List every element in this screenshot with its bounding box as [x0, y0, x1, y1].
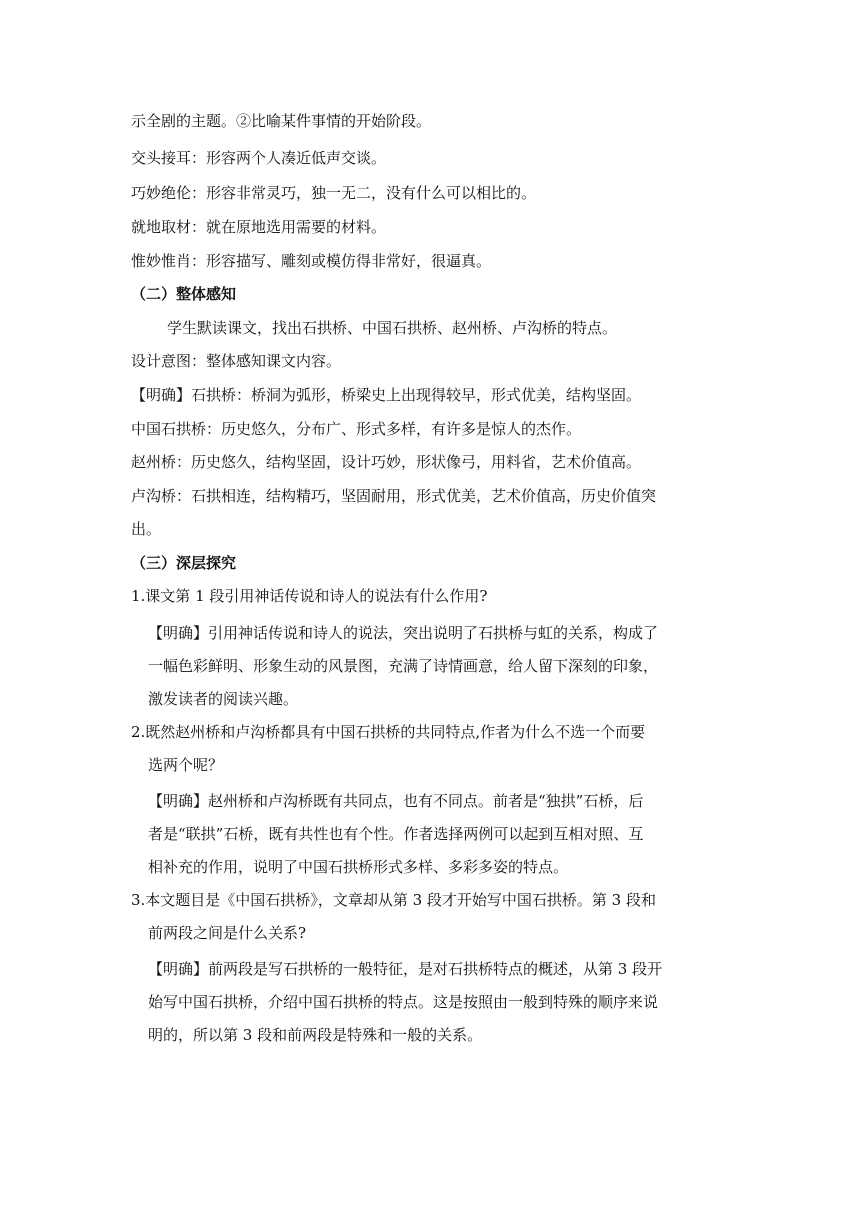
text-line: 就地取材：就在原地选用需要的材料。 — [131, 218, 387, 236]
text-line: 学生默读课文，找出石拱桥、中国石拱桥、赵州桥、卢沟桥的特点。 — [167, 319, 618, 337]
text-line: 巧妙绝伦：形容非常灵巧，独一无二，没有什么可以相比的。 — [131, 184, 537, 202]
question-3: 3.本文题目是《中国石拱桥》，文章却从第 3 段才开始写中国石拱桥。第 3 段和 — [131, 891, 656, 909]
text-line: 惟妙惟肖：形容描写、雕刻或模仿得非常好，很逼真。 — [131, 252, 492, 270]
question-2: 2.既然赵州桥和卢沟桥都具有中国石拱桥的共同特点,作者为什么不选一个而要 — [131, 723, 646, 741]
answer-line: 【明确】前两段是写石拱桥的一般特征，是对石拱桥特点的概述，从第 3 段开 — [148, 960, 663, 978]
section-heading: （三）深层探究 — [131, 554, 237, 572]
text-line: 设计意图：整体感知课文内容。 — [131, 352, 342, 370]
answer-line: 【明确】引用神话传说和诗人的说法，突出说明了石拱桥与虹的关系，构成了 — [148, 624, 659, 642]
question-1: 1.课文第 1 段引用神话传说和诗人的说法有什么作用? — [131, 587, 488, 605]
text-line: 【明确】石拱桥：桥洞为弧形，桥梁史上出现得较早，形式优美，结构坚固。 — [131, 386, 642, 404]
answer-line: 一幅色彩鲜明、形象生动的风景图，充满了诗情画意，给人留下深刻的印象， — [148, 657, 659, 675]
answer-line: 激发读者的阅读兴趣。 — [148, 690, 299, 708]
answer-line: 相补充的作用，说明了中国石拱桥形式多样、多彩多姿的特点。 — [148, 858, 569, 876]
text-line: 交头接耳：形容两个人凑近低声交谈。 — [131, 149, 387, 167]
text-line: 示全剧的主题。②比喻某件事情的开始阶段。 — [131, 112, 432, 130]
text-line: 赵州桥：历史悠久，结构坚固，设计巧妙，形状像弓，用料省，艺术价值高。 — [131, 453, 642, 471]
text-line: 出。 — [131, 520, 162, 538]
text-line: 卢沟桥：石拱相连，结构精巧，坚固耐用，形式优美，艺术价值高，历史价值突 — [131, 487, 657, 505]
answer-line: 始写中国石拱桥，介绍中国石拱桥的特点。这是按照由一般到特殊的顺序来说 — [148, 993, 659, 1011]
section-heading: （二）整体感知 — [131, 285, 237, 303]
answer-line: 【明确】赵州桥和卢沟桥既有共同点，也有不同点。前者是“独拱”石桥，后 — [148, 792, 644, 810]
text-line: 中国石拱桥：历史悠久，分布广、形式多样，有许多是惊人的杰作。 — [131, 420, 582, 438]
answer-line: 明的，所以第 3 段和前两段是特殊和一般的关系。 — [148, 1026, 483, 1044]
question-2-cont: 选两个呢？ — [148, 756, 224, 774]
answer-line: 者是“联拱”石桥，既有共性也有个性。作者选择两例可以起到互相对照、互 — [148, 825, 644, 843]
question-3-cont: 前两段之间是什么关系? — [148, 924, 307, 942]
